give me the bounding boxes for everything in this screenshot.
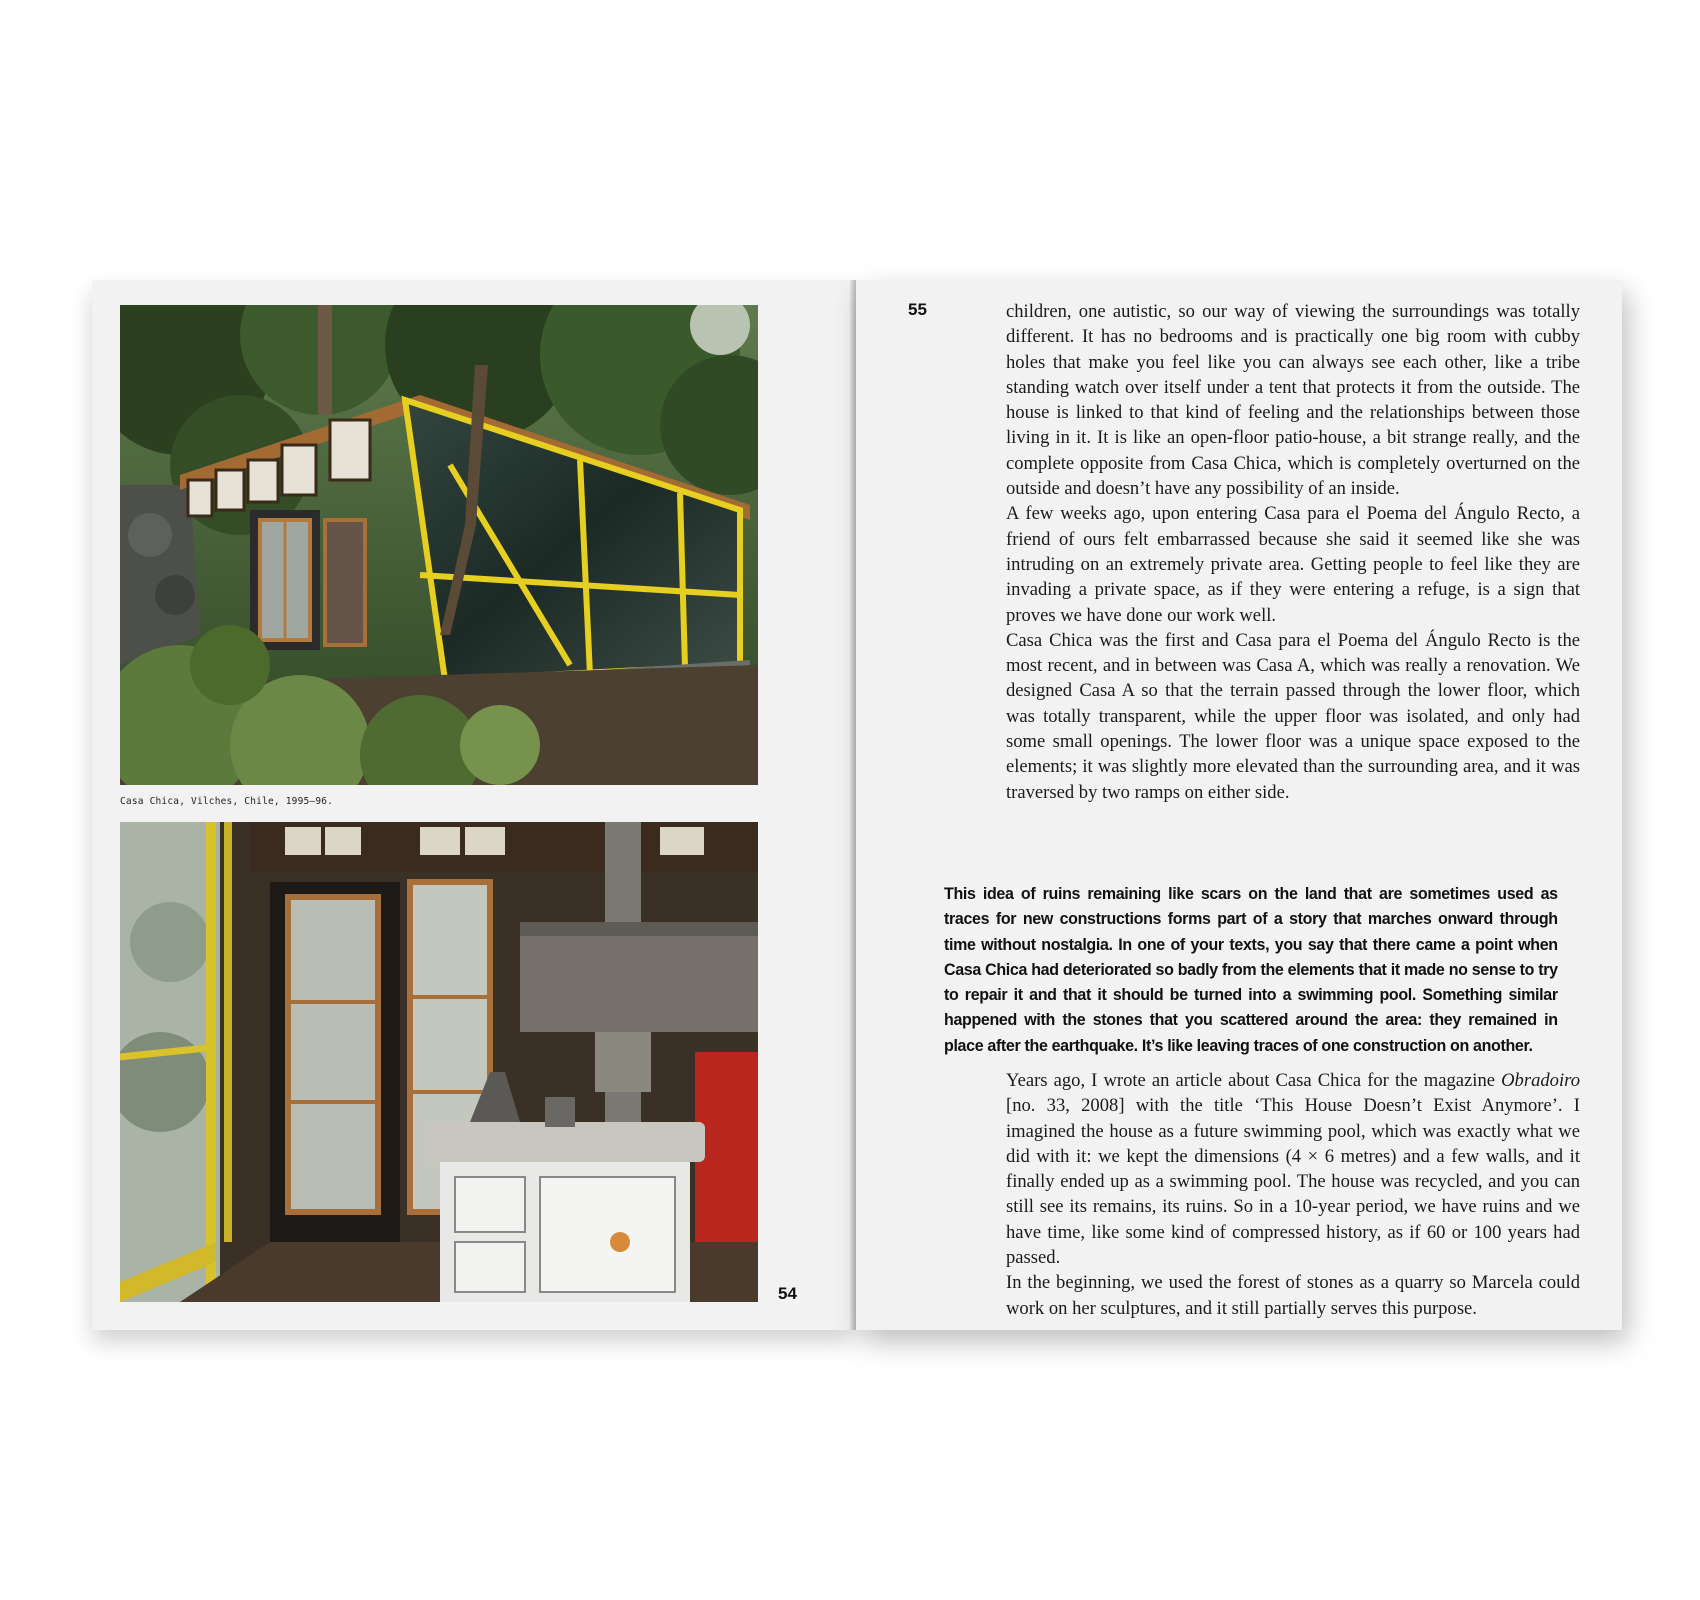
paragraph-text: Years ago, I wrote an article about Casa Chica for the magazine xyxy=(1006,1070,1502,1091)
paragraph: children, one autistic, so our way of viewing the surroundings was totally different. It has no bedrooms and is practically one big room with cubby holes that make you feel like you can always see each other, like a tribe standing watch over itself under a tent that protects it from the outside. The house is linked to that kind of feeling and the relationships between those living in it. It is like an open-floor patio-house, a bit strange really, and the complete opposite from Casa Chica, which is completely overturned on the outside and doesn’t have any possibility of an inside. xyxy=(1006,301,1580,500)
magazine-title: Obradoiro xyxy=(1501,1070,1580,1091)
page-number-left: 54 xyxy=(778,1284,797,1303)
paragraph: In the beginning, we used the forest of stones as a quarry so Marcela could work on her sculptures, and it still partially serves this purpose. xyxy=(1006,1272,1580,1319)
left-page xyxy=(92,280,852,1330)
paragraph xyxy=(1006,1068,1580,1270)
answer-text-2 xyxy=(1006,1068,1580,1321)
right-page xyxy=(856,280,1622,1330)
book-spread xyxy=(92,280,1622,1330)
photo-caption: Casa Chica, Vilches, Chile, 1995–96. xyxy=(120,796,334,807)
photo-casa-chica-interior xyxy=(120,822,758,1302)
interview-question: This idea of ruins remaining like scars on the land that are sometimes used as traces for new constructions forms part of a story that marches onward through time without nostalgia. In one of your texts, you say that there came a point when Casa Chica had deteriorated so badly from the elements that it made no sense to try to repair it and that it should be turned into a swimming pool. Something similar happened with the stones that you scattered around the area: they remained in place after the earthquake. It’s like leaving traces of one construction on another. xyxy=(944,884,1558,1055)
paragraph: Casa Chica was the first and Casa para el Poema del Ángulo Recto is the most recent, and in between was Casa A, which was really a renovation. We designed Casa A so that the terrain passed through the lower floor, which was totally transparent, while the upper floor was isolated, and only had some small openings. The lower floor was a unique space exposed to the elements; it was slightly more elevated than the surrounding area, and it was traversed by two ramps on either side. xyxy=(1006,629,1580,803)
paragraph: A few weeks ago, upon entering Casa para el Poema del Ángulo Recto, a friend of ours felt embarrassed because she said it seemed like she was intruding on an extremely private area. Getting people to feel like they are invading a private space, as if they were entering a refuge, is a sign that proves we have done our work well. xyxy=(1006,503,1580,626)
photo-casa-chica-exterior xyxy=(120,305,758,785)
paragraph-text: [no. 33, 2008] with the title ‘This House Doesn’t Exist Anymore’. I imagined the house as a future swimming pool, which was exactly what we did with it: we kept the dimensions (4 × 6 metres) and a few walls, and it finally ended up as a swimming pool. The house was recycled, and you can still see its remains, its ruins. So in a 10-year period, we have ruins and we have time, like some kind of compressed history, as if 60 or 100 years had passed. xyxy=(1006,1095,1580,1269)
answer-text-1 xyxy=(1006,299,1580,805)
page-number-right: 55 xyxy=(908,300,927,319)
